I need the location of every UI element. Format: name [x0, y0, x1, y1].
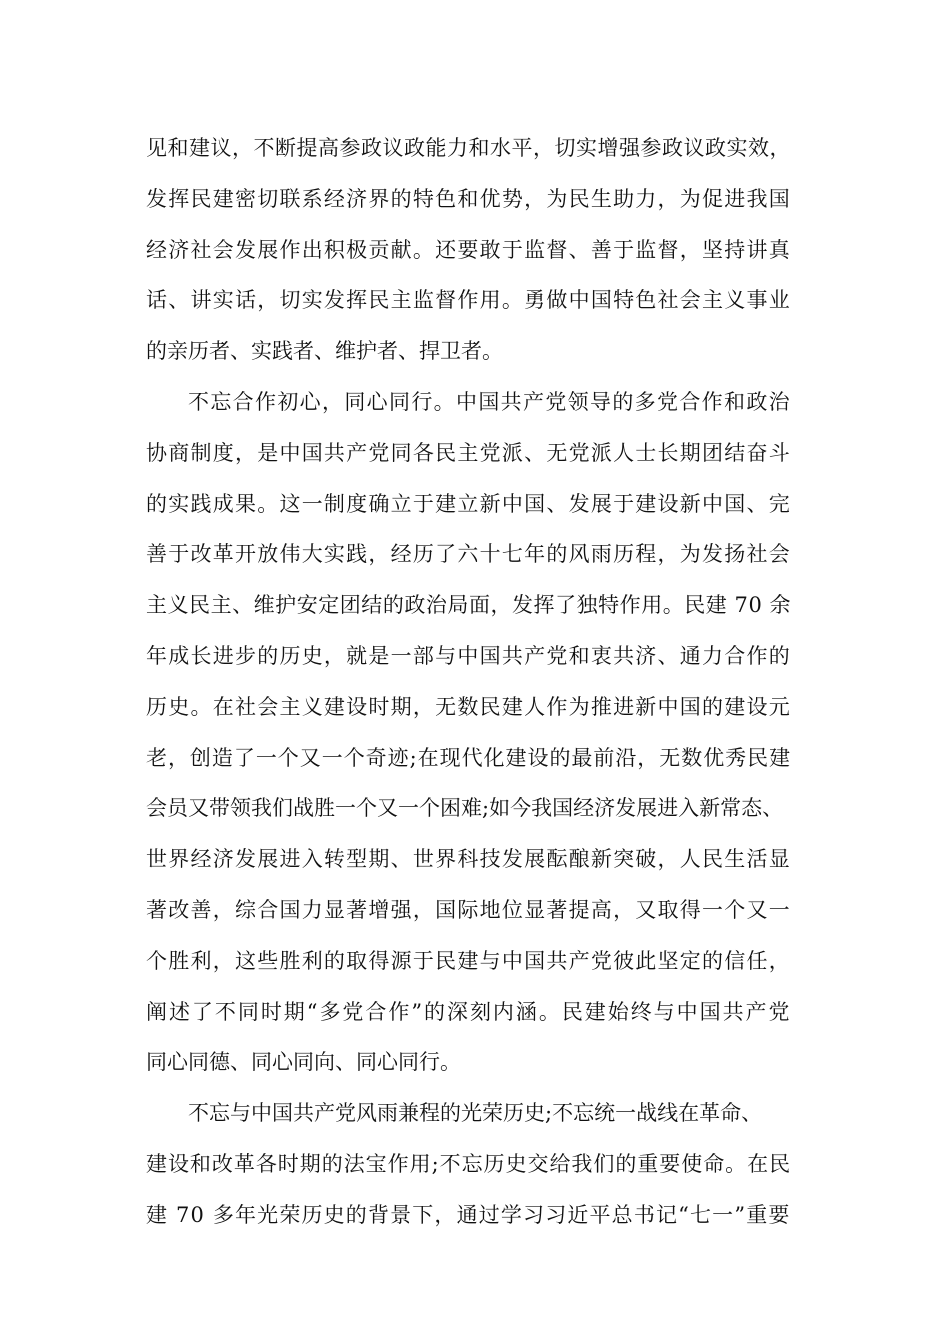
paragraph-first-line: 不忘合作初心，同心同行。中国共产党领导的多党合作和政治: [188, 389, 791, 414]
text-line: 主义民主、维护安定团结的政治局面，发挥了独特作用。民建 70 余: [146, 593, 792, 618]
text-line: 的实践成果。这一制度确立于建立新中国、发展于建设新中国、完: [146, 491, 791, 516]
text-line: 经济社会发展作出积极贡献。还要敢于监督、善于监督，坚持讲真: [146, 237, 791, 262]
text-line: 年成长进步的历史，就是一部与中国共产党和衷共济、通力合作的: [146, 643, 791, 668]
text-line: 同心同德、同心同向、同心同行。: [146, 1050, 461, 1075]
text-line: 会员又带领我们战胜一个又一个困难;如今我国经济发展进入新常态、: [146, 796, 784, 821]
text-line: 个胜利，这些胜利的取得源于民建与中国共产党彼此坚定的信任，: [146, 948, 791, 973]
text-line: 世界经济发展进入转型期、世界科技发展酝酿新突破，人民生活显: [146, 847, 791, 872]
text-line: 善于改革开放伟大实践，经历了六十七年的风雨历程，为发扬社会: [146, 542, 791, 567]
text-line: 阐述了不同时期“多党合作”的深刻内涵。民建始终与中国共产党: [146, 999, 792, 1024]
text-line: 历史。在社会主义建设时期，无数民建人作为推进新中国的建设元: [146, 694, 791, 719]
text-line: 发挥民建密切联系经济界的特色和优势，为民生助力，为促进我国: [146, 186, 791, 211]
text-line: 见和建议，不断提高参政议政能力和水平，切实增强参政议政实效，: [146, 136, 791, 160]
text-line: 话、讲实话，切实发挥民主监督作用。勇做中国特色社会主义事业: [146, 288, 791, 313]
text-line: 著改善，综合国力显著增强，国际地位显著提高，又取得一个又一: [146, 897, 791, 922]
text-line: 的亲历者、实践者、维护者、捍卫者。: [146, 339, 503, 364]
paragraph-first-line: 不忘与中国共产党风雨兼程的光荣历史;不忘统一战线在革命、: [188, 1101, 763, 1126]
text-line: 老，创造了一个又一个奇迹;在现代化建设的最前沿，无数优秀民建: [146, 745, 792, 770]
text-line: 建 70 多年光荣历史的背景下，通过学习习近平总书记“七一”重要: [146, 1202, 791, 1227]
body-text: [146, 128, 836, 1246]
text-line: 建设和改革各时期的法宝作用;不忘历史交给我们的重要使命。在民: [146, 1151, 792, 1176]
text-line: 协商制度，是中国共产党同各民主党派、无党派人士长期团结奋斗: [146, 440, 791, 465]
